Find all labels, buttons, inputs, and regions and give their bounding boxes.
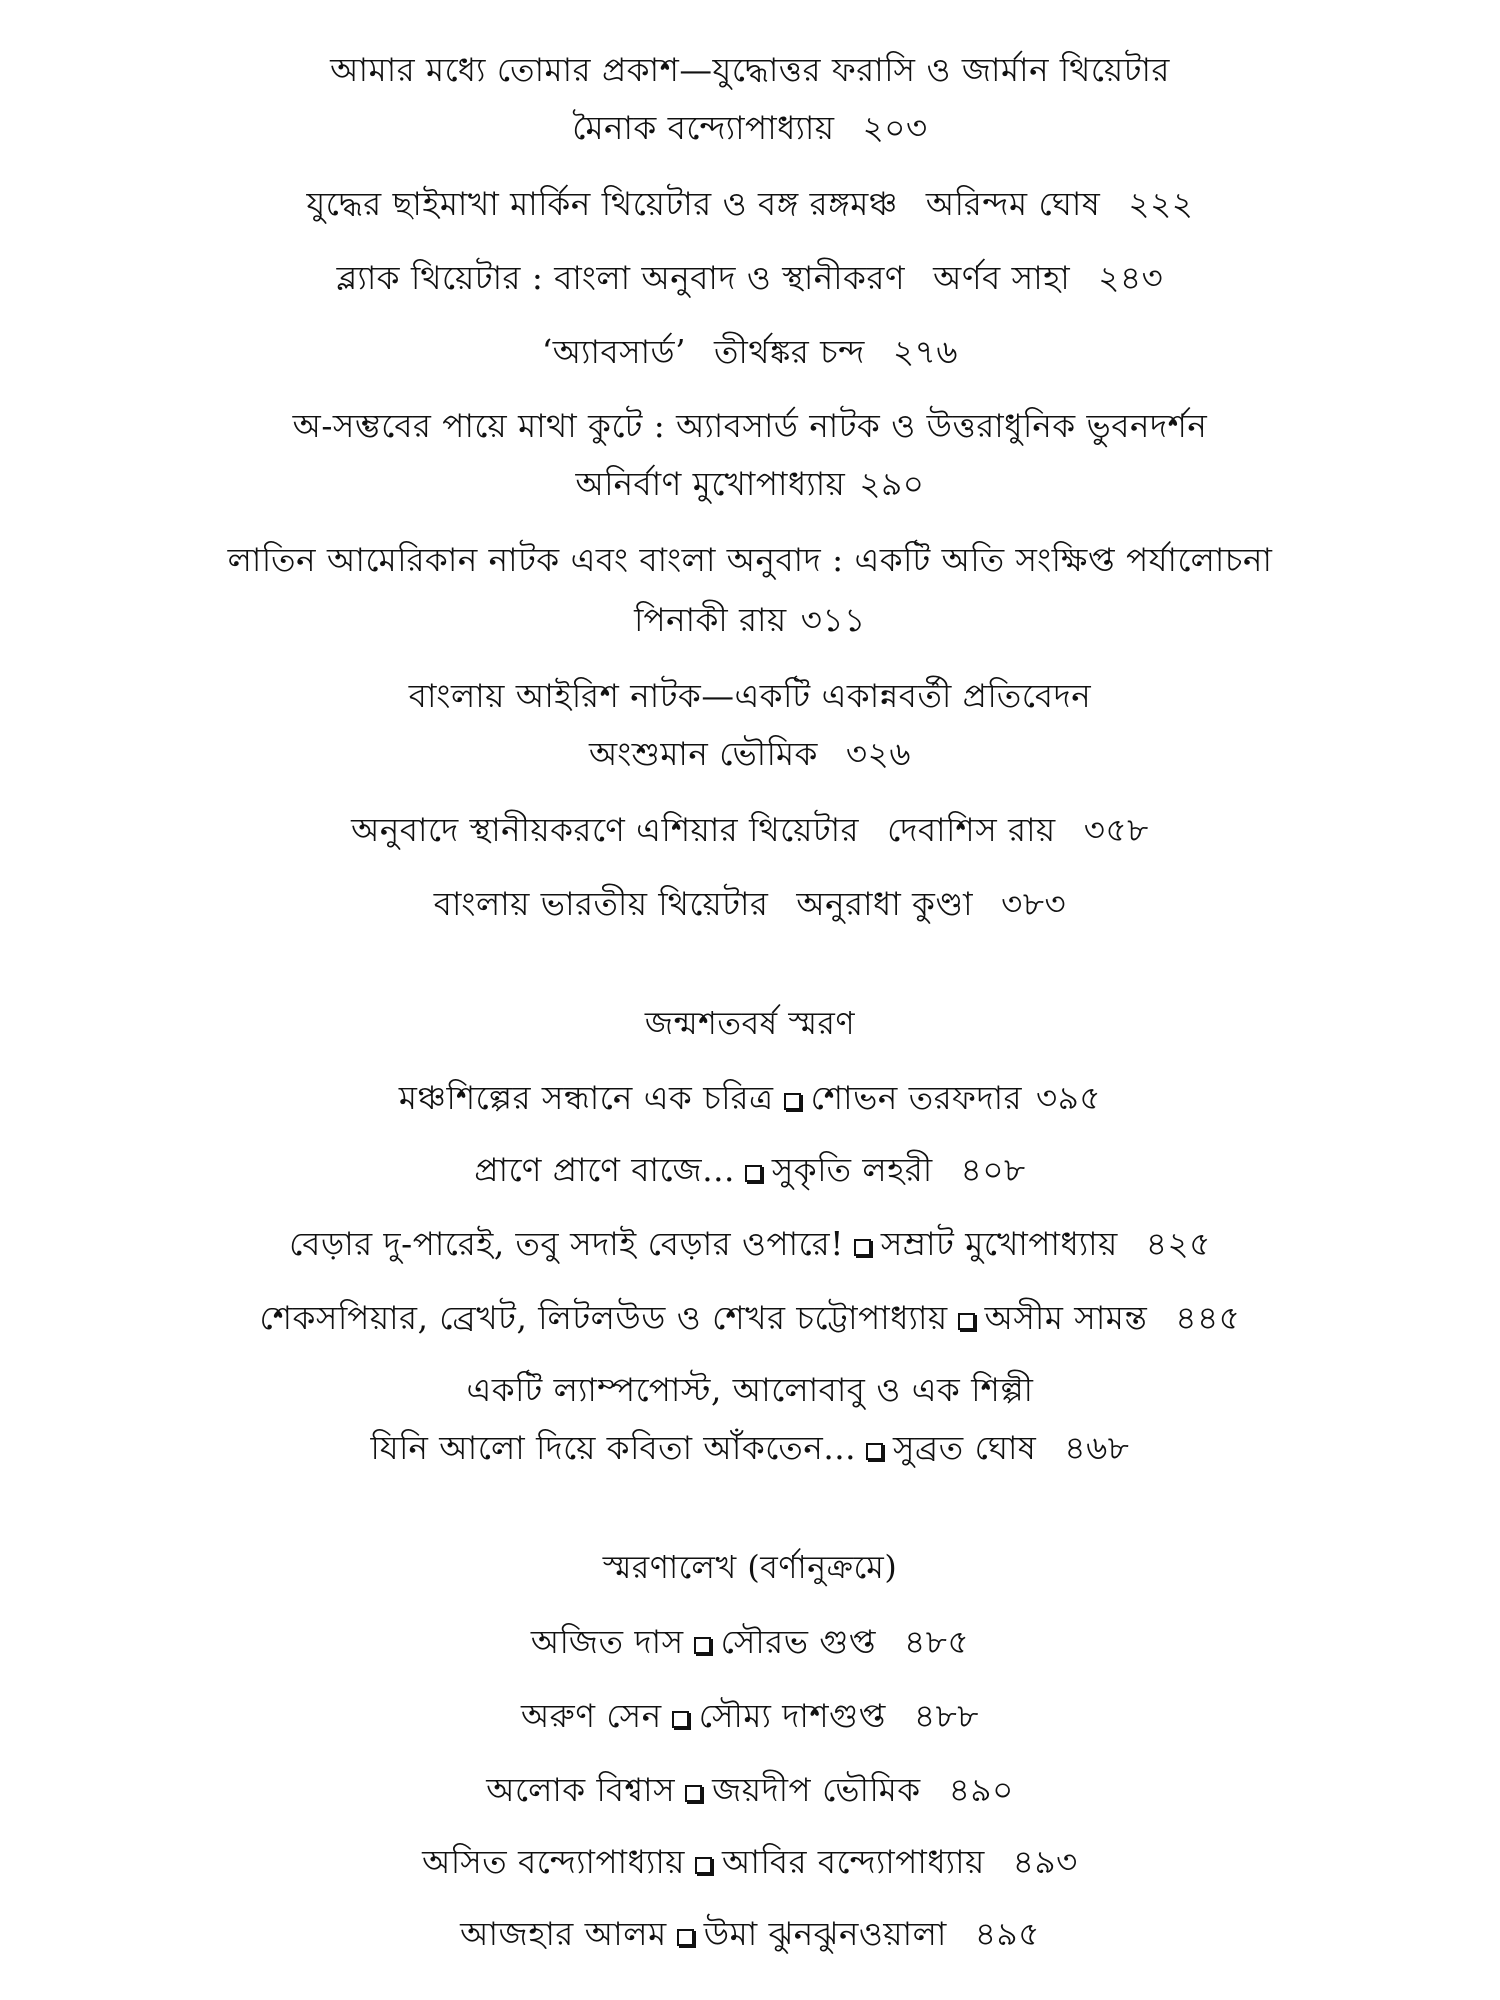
entry-title: আজহার আলম bbox=[460, 1915, 667, 1953]
entry-page-number: ৪৪৫ bbox=[1175, 1299, 1241, 1337]
entry-author: মৈনাক বন্দ্যোপাধ্যায় bbox=[572, 109, 835, 147]
square-bullet-icon bbox=[695, 1857, 712, 1874]
toc-entry-byline bbox=[0, 1424, 1500, 1472]
entry-title: যুদ্ধের ছাইমাখা মার্কিন থিয়েটার ও বঙ্গ রঙ্গমঞ্চ bbox=[306, 185, 898, 223]
entry-author: সৌরভ গুপ্ত bbox=[720, 1623, 877, 1661]
entry-title: ‘অ্যাবসার্ড’ bbox=[541, 333, 686, 371]
toc-entry-title bbox=[0, 402, 1500, 450]
entry-page-number: ২৯০ bbox=[859, 465, 925, 503]
entry-page-number: ৩১১ bbox=[800, 601, 866, 639]
entry-author: অনুরাধা কুণ্ডা bbox=[796, 885, 974, 923]
entry-title-continued: যিনি আলো দিয়ে কবিতা আঁকতেন... bbox=[370, 1429, 856, 1467]
entry-title: বেড়ার দু-পারেই, তবু সদাই বেড়ার ওপারে! bbox=[289, 1225, 844, 1263]
entry-author: তীর্থঙ্কর চন্দ bbox=[714, 333, 865, 371]
entry-author: সম্রাট মুখোপাধ্যায় bbox=[880, 1225, 1118, 1263]
square-bullet-icon bbox=[677, 1929, 694, 1946]
square-bullet-icon bbox=[694, 1637, 711, 1654]
entry-page-number: ২০৩ bbox=[862, 109, 928, 147]
section-heading-centenary bbox=[0, 1000, 1500, 1048]
toc-entry-byline bbox=[0, 596, 1500, 644]
toc-entry bbox=[0, 1692, 1500, 1740]
entry-title: অনুবাদে স্থানীয়করণে এশিয়ার থিয়েটার bbox=[351, 811, 860, 849]
entry-page-number: ৪৬৮ bbox=[1064, 1429, 1130, 1467]
toc-entry bbox=[0, 1910, 1500, 1958]
toc-entry-title bbox=[0, 672, 1500, 720]
entry-title: আমার মধ্যে তোমার প্রকাশ—যুদ্ধোত্তর ফরাসি ও জার্মান থিয়েটার bbox=[330, 51, 1170, 89]
entry-title: একটি ল্যাম্পপোস্ট, আলোবাবু ও এক শিল্পী bbox=[466, 1371, 1034, 1409]
section-heading: স্মরণালেখ (বর্ণানুক্রমে) bbox=[602, 1550, 898, 1586]
section-heading-memorial bbox=[0, 1544, 1500, 1592]
entry-title: অসিত বন্দ্যোপাধ্যায় bbox=[422, 1843, 686, 1881]
entry-title: শেকসপিয়ার, ব্রেখট, লিটলউড ও শেখর চট্টোপাধ্যায় bbox=[259, 1299, 948, 1337]
entry-page-number: ২৪৩ bbox=[1098, 259, 1164, 297]
toc-entry bbox=[0, 1074, 1500, 1122]
square-bullet-icon bbox=[685, 1785, 702, 1802]
entry-title: অরুণ সেন bbox=[521, 1697, 662, 1735]
entry-page-number: ২২২ bbox=[1128, 185, 1194, 223]
entry-author: উমা ঝুনঝুনওয়ালা bbox=[703, 1915, 947, 1953]
entry-page-number: ৩৮৩ bbox=[1001, 885, 1067, 923]
entry-page-number: ৪৯৩ bbox=[1012, 1843, 1078, 1881]
entry-page-number: ৪৯০ bbox=[948, 1771, 1014, 1809]
toc-entry bbox=[0, 254, 1500, 302]
entry-author: সুকৃতি লহরী bbox=[771, 1151, 933, 1189]
entry-author: অংশুমান ভৌমিক bbox=[588, 735, 818, 773]
entry-title: বাংলায় আইরিশ নাটক—একটি একান্নবর্তী প্রতিবেদন bbox=[408, 677, 1092, 715]
entry-author: শোভন তরফদার bbox=[810, 1079, 1023, 1117]
entry-page-number: ৪৯৫ bbox=[974, 1915, 1040, 1953]
toc-entry-title bbox=[0, 536, 1500, 584]
entry-author: অর্ণব সাহা bbox=[933, 259, 1071, 297]
toc-entry bbox=[0, 328, 1500, 376]
toc-entry bbox=[0, 1220, 1500, 1268]
square-bullet-icon bbox=[958, 1313, 975, 1330]
entry-author: পিনাকী রায় bbox=[634, 601, 787, 639]
toc-entry bbox=[0, 1618, 1500, 1666]
entry-title: লাতিন আমেরিকান নাটক এবং বাংলা অনুবাদ : একটি অতি সংক্ষিপ্ত পর্যালোচনা bbox=[227, 541, 1273, 579]
toc-entry bbox=[0, 806, 1500, 854]
section-heading: জন্মশতবর্ষ স্মরণ bbox=[644, 1006, 856, 1042]
entry-author: অসীম সামন্ত bbox=[984, 1299, 1148, 1337]
entry-page-number: ৩৯৫ bbox=[1036, 1079, 1102, 1117]
entry-page-number: ৩৫৮ bbox=[1083, 811, 1149, 849]
square-bullet-icon bbox=[784, 1093, 801, 1110]
entry-author: সুব্রত ঘোষ bbox=[892, 1429, 1037, 1467]
entry-author: আবির বন্দ্যোপাধ্যায় bbox=[722, 1843, 985, 1881]
entry-page-number: ৪০৮ bbox=[960, 1151, 1026, 1189]
toc-entry-byline bbox=[0, 730, 1500, 778]
square-bullet-icon bbox=[866, 1443, 883, 1460]
toc-entry-title bbox=[0, 46, 1500, 94]
entry-title: প্রাণে প্রাণে বাজে... bbox=[474, 1151, 735, 1189]
toc-entry bbox=[0, 880, 1500, 928]
entry-author: অনির্বাণ মুখোপাধ্যায় bbox=[575, 465, 846, 503]
entry-title: ব্ল্যাক থিয়েটার : বাংলা অনুবাদ ও স্থানীকরণ bbox=[336, 259, 906, 297]
square-bullet-icon bbox=[854, 1239, 871, 1256]
entry-page-number: ৪২৫ bbox=[1145, 1225, 1211, 1263]
toc-entry bbox=[0, 1294, 1500, 1342]
entry-title: মঞ্চশিল্পের সন্ধানে এক চরিত্র bbox=[398, 1079, 774, 1117]
entry-author: দেবাশিস রায় bbox=[887, 811, 1056, 849]
entry-page-number: ৪৮৫ bbox=[904, 1623, 970, 1661]
entry-title: অজিত দাস bbox=[530, 1623, 684, 1661]
entry-title: অ-সম্ভবের পায়ে মাথা কুটে : অ্যাবসার্ড নাটক ও উত্তরাধুনিক ভুবনদর্শন bbox=[292, 407, 1208, 445]
toc-entry bbox=[0, 1146, 1500, 1194]
entry-page-number: ৪৮৮ bbox=[913, 1697, 979, 1735]
toc-entry bbox=[0, 180, 1500, 228]
entry-page-number: ২৭৬ bbox=[892, 333, 959, 371]
toc-entry-byline bbox=[0, 460, 1500, 508]
toc-entry bbox=[0, 1766, 1500, 1814]
square-bullet-icon bbox=[672, 1711, 689, 1728]
square-bullet-icon bbox=[745, 1165, 762, 1182]
entry-author: সৌম্য দাশগুপ্ত bbox=[698, 1697, 886, 1735]
entry-title: বাংলায় ভারতীয় থিয়েটার bbox=[433, 885, 769, 923]
toc-entry-title bbox=[0, 1366, 1500, 1414]
toc-entry-byline bbox=[0, 104, 1500, 152]
toc-entry bbox=[0, 1838, 1500, 1886]
entry-page-number: ৩২৬ bbox=[845, 735, 912, 773]
entry-title: অলোক বিশ্বাস bbox=[486, 1771, 676, 1809]
entry-author: জয়দীপ ভৌমিক bbox=[712, 1771, 921, 1809]
entry-author: অরিন্দম ঘোষ bbox=[925, 185, 1101, 223]
